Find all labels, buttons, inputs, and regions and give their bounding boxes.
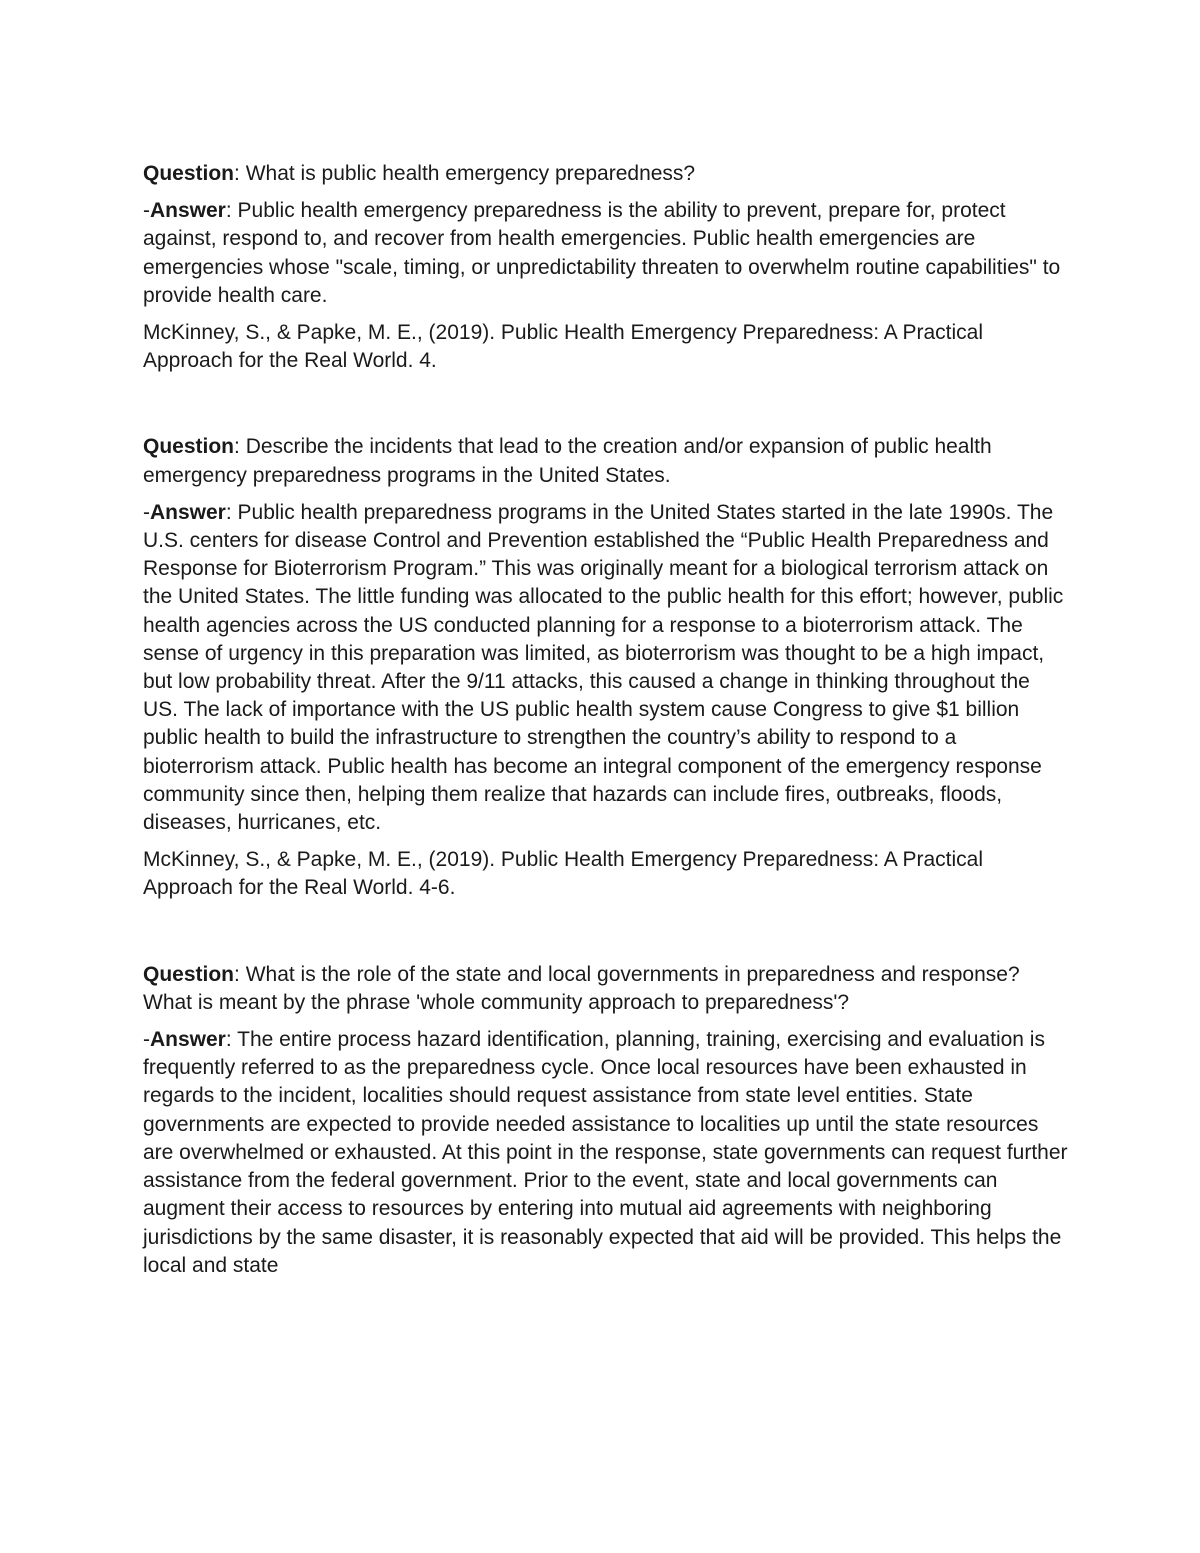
citation-1: McKinney, S., & Papke, M. E., (2019). Public Health Emergency Preparedness: A Practical Approach for the Real World. 4. — [143, 321, 983, 373]
qa-block-2 — [143, 433, 1068, 902]
answer-2: -Answer: Public health preparedness programs in the United States started in the late 1990s. The U.S. centers for disease Control and Prevention established the “Public Health Preparedness and Response for Bioterrorism Program.” This was originally meant for a biological terrorism attack on the United States. The little funding was allocated to the public health for this effort; however, public health agencies across the US conducted planning for a response to a bioterrorism attack. The sense of urgency in this preparation was limited, as bioterrorism was thought to be a high impact, but low probability threat. After the 9/11 attacks, this caused a change in thinking throughout the US. The lack of importance with the US public health system cause Congress to give $1 billion public health to build the infrastructure to strengthen the country’s ability to respond to a bioterrorism attack. Public health has become an integral component of the emergency response community since then, helping them realize that hazards can include fires, outbreaks, floods, diseases, hurricanes, etc. — [143, 500, 1064, 835]
answer-prefix: - — [143, 199, 150, 223]
answer-label: Answer — [150, 1028, 226, 1052]
qa-block-3 — [143, 961, 1068, 1280]
answer-label: Answer — [150, 199, 226, 223]
question-label: Question — [143, 435, 235, 459]
document-page — [143, 160, 1068, 1289]
question-3: Question: What is the role of the state and local governments in preparedness and response? What is meant by the phrase 'whole community approach to preparedness'? — [143, 962, 1020, 1014]
answer-text: The entire process hazard identification, planning, training, exercising and evaluation is frequently referred to as the preparedness cycle. Once local resources have been exhausted in regards to the incident, localities should request assistance from state level entities. State governments are expected to provide needed assistance to localities up until the state resources are overwhelmed or exhausted. At this point in the response, state governments can request further assistance from the federal government. Prior to the event, state and local governments can augment their access to resources by entering into mutual aid agreements with neighboring jurisdictions by the same disaster, it is reasonably expected that aid will be provided. This helps the local and state — [143, 1028, 1068, 1277]
question-text: Describe the incidents that lead to the creation and/or expansion of public health emergency preparedness programs in the United States. — [143, 435, 992, 487]
question-2: Question: Describe the incidents that lead to the creation and/or expansion of public health emergency preparedness programs in the United States. — [143, 435, 992, 487]
citation-2: McKinney, S., & Papke, M. E., (2019). Public Health Emergency Preparedness: A Practical Approach for the Real World. 4-6. — [143, 848, 983, 900]
question-1: Question: What is public health emergency preparedness? — [143, 162, 696, 185]
question-label: Question — [143, 962, 235, 986]
question-text: What is public health emergency preparedness? — [245, 162, 696, 185]
question-label: Question — [143, 162, 235, 185]
answer-prefix: - — [143, 1028, 150, 1052]
answer-text: Public health preparedness programs in the United States started in the late 1990s. The U.S. centers for disease Control and Prevention established the “Public Health Preparedness and Response for Bioterrorism Program.” This was originally meant for a biological terrorism attack on the United States. The little funding was allocated to the public health for this effort; however, public health agencies across the US conducted planning for a response to a bioterrorism attack. The sense of urgency in this preparation was limited, as bioterrorism was thought to be a high impact, but low probability threat. After the 9/11 attacks, this caused a change in thinking throughout the US. The lack of importance with the US public health system cause Congress to give $1 billion public health to build the infrastructure to strengthen the country’s ability to respond to a bioterrorism attack. Public health has become an integral component of the emergency response community since then, helping them realize that hazards can include fires, outbreaks, floods, diseases, hurricanes, etc. — [143, 500, 1064, 835]
question-text: What is the role of the state and local governments in preparedness and response? What is meant by the phrase 'whole community approach to preparedness'? — [143, 962, 1020, 1014]
answer-1: -Answer: Public health emergency preparedness is the ability to prevent, prepare for, protect against, respond to, and recover from health emergencies. Public health emergencies are emergencies whose "scale, timing, or unpredictability threaten to overwhelm routine capabilities" to provide health care. — [143, 199, 1061, 307]
answer-3: -Answer: The entire process hazard identification, planning, training, exercising and evaluation is frequently referred to as the preparedness cycle. Once local resources have been exhausted in regards to the incident, localities should request assistance from state level entities. State governments are expected to provide needed assistance to localities up until the state resources are overwhelmed or exhausted. At this point in the response, state governments can request further assistance from the federal government. Prior to the event, state and local governments can augment their access to resources by entering into mutual aid agreements with neighboring jurisdictions by the same disaster, it is reasonably expected that aid will be provided. This helps the local and state — [143, 1028, 1068, 1277]
qa-block-1 — [143, 160, 1068, 375]
answer-prefix: - — [143, 500, 150, 524]
answer-text: Public health emergency preparedness is the ability to prevent, prepare for, protect against, respond to, and recover from health emergencies. Public health emergencies are emergencies whose "scale, timing, or unpredictability threaten to overwhelm routine capabilities" to provide health care. — [143, 199, 1061, 307]
answer-label: Answer — [150, 500, 226, 524]
